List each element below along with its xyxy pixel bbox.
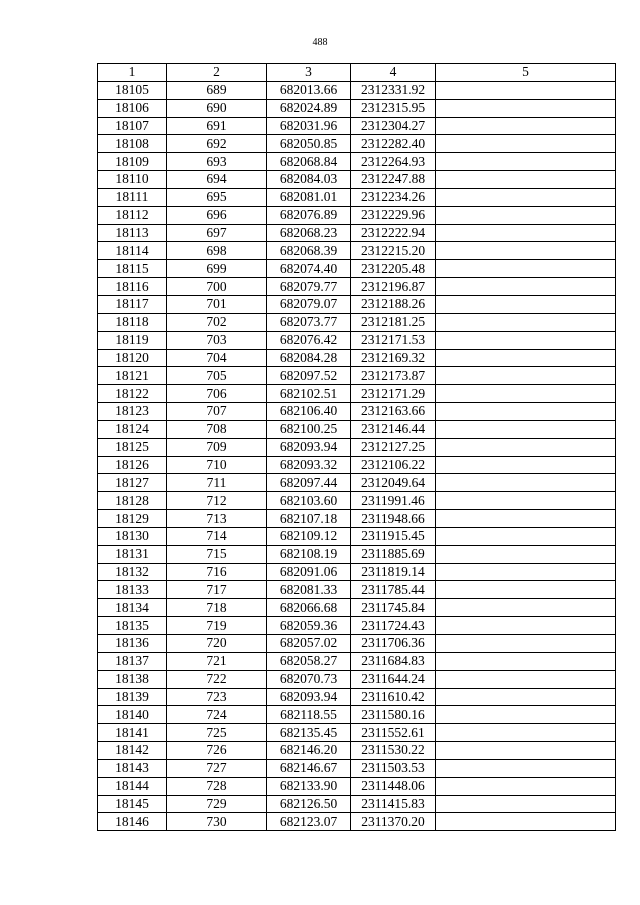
table-cell-col-2: 706 — [167, 385, 267, 403]
table-row — [98, 242, 616, 260]
table-cell-col-1: 18122 — [98, 385, 167, 403]
table-cell-col-3: 682097.52 — [267, 367, 351, 385]
table-cell-col-2: 699 — [167, 260, 267, 278]
table-cell-col-3: 682126.50 — [267, 795, 351, 813]
table-cell-col-3: 682100.25 — [267, 420, 351, 438]
table-row — [98, 706, 616, 724]
table-cell-col-2: 721 — [167, 652, 267, 670]
table-cell-col-5 — [436, 349, 616, 367]
table-cell-col-2: 717 — [167, 581, 267, 599]
table-row — [98, 135, 616, 153]
table-cell-col-2: 700 — [167, 278, 267, 296]
table-row — [98, 456, 616, 474]
table-row — [98, 260, 616, 278]
table-cell-col-4: 2311415.83 — [351, 795, 436, 813]
table-cell-col-3: 682059.36 — [267, 617, 351, 635]
table-cell-col-3: 682109.12 — [267, 527, 351, 545]
table-cell-col-3: 682076.89 — [267, 206, 351, 224]
table-row — [98, 742, 616, 760]
table-cell-col-5 — [436, 438, 616, 456]
table-cell-col-5 — [436, 492, 616, 510]
table-cell-col-2: 729 — [167, 795, 267, 813]
table-cell-col-4: 2312106.22 — [351, 456, 436, 474]
table-row — [98, 510, 616, 528]
table-cell-col-3: 682102.51 — [267, 385, 351, 403]
table-cell-col-2: 726 — [167, 742, 267, 760]
table-cell-col-5 — [436, 795, 616, 813]
table-cell-col-4: 2311448.06 — [351, 777, 436, 795]
table-cell-col-1: 18141 — [98, 724, 167, 742]
table-cell-col-1: 18130 — [98, 527, 167, 545]
table-cell-col-4: 2312127.25 — [351, 438, 436, 456]
table-cell-col-1: 18134 — [98, 599, 167, 617]
table-cell-col-4: 2312215.20 — [351, 242, 436, 260]
table-cell-col-1: 18143 — [98, 759, 167, 777]
column-header-1: 1 — [98, 64, 167, 82]
table-header — [98, 64, 616, 82]
column-header-4: 4 — [351, 64, 436, 82]
table-cell-col-4: 2311610.42 — [351, 688, 436, 706]
table-cell-col-2: 712 — [167, 492, 267, 510]
table-cell-col-1: 18138 — [98, 670, 167, 688]
table-cell-col-5 — [436, 99, 616, 117]
table-cell-col-1: 18121 — [98, 367, 167, 385]
table-cell-col-3: 682079.77 — [267, 278, 351, 296]
table-cell-col-4: 2311530.22 — [351, 742, 436, 760]
table-cell-col-5 — [436, 545, 616, 563]
table-cell-col-3: 682024.89 — [267, 99, 351, 117]
table-cell-col-2: 691 — [167, 117, 267, 135]
table-cell-col-3: 682074.40 — [267, 260, 351, 278]
table-cell-col-4: 2312331.92 — [351, 81, 436, 99]
table-cell-col-2: 690 — [167, 99, 267, 117]
table-cell-col-1: 18116 — [98, 278, 167, 296]
table-cell-col-2: 719 — [167, 617, 267, 635]
table-cell-col-1: 18105 — [98, 81, 167, 99]
table-cell-col-3: 682081.01 — [267, 188, 351, 206]
table-cell-col-5 — [436, 385, 616, 403]
table-cell-col-3: 682093.94 — [267, 688, 351, 706]
table-cell-col-3: 682084.03 — [267, 171, 351, 189]
table-cell-col-1: 18110 — [98, 171, 167, 189]
table-cell-col-3: 682031.96 — [267, 117, 351, 135]
table-cell-col-3: 682108.19 — [267, 545, 351, 563]
table-cell-col-1: 18120 — [98, 349, 167, 367]
table-cell-col-3: 682050.85 — [267, 135, 351, 153]
table-cell-col-2: 724 — [167, 706, 267, 724]
table-row — [98, 349, 616, 367]
table-cell-col-4: 2311503.53 — [351, 759, 436, 777]
table-cell-col-1: 18125 — [98, 438, 167, 456]
table-cell-col-2: 714 — [167, 527, 267, 545]
table-cell-col-4: 2312163.66 — [351, 403, 436, 421]
table-cell-col-1: 18145 — [98, 795, 167, 813]
table-cell-col-4: 2312222.94 — [351, 224, 436, 242]
table-cell-col-5 — [436, 260, 616, 278]
table-cell-col-5 — [436, 224, 616, 242]
table-cell-col-4: 2311991.46 — [351, 492, 436, 510]
table-cell-col-5 — [436, 599, 616, 617]
table-cell-col-4: 2311684.83 — [351, 652, 436, 670]
table-cell-col-5 — [436, 670, 616, 688]
table-cell-col-3: 682106.40 — [267, 403, 351, 421]
table-cell-col-5 — [436, 331, 616, 349]
table-cell-col-1: 18142 — [98, 742, 167, 760]
table-cell-col-3: 682097.44 — [267, 474, 351, 492]
table-cell-col-2: 702 — [167, 313, 267, 331]
table-cell-col-3: 682084.28 — [267, 349, 351, 367]
table-cell-col-2: 722 — [167, 670, 267, 688]
table-cell-col-1: 18135 — [98, 617, 167, 635]
table-cell-col-2: 713 — [167, 510, 267, 528]
table-cell-col-4: 2312146.44 — [351, 420, 436, 438]
table-cell-col-5 — [436, 420, 616, 438]
table-cell-col-3: 682093.32 — [267, 456, 351, 474]
table-cell-col-5 — [436, 135, 616, 153]
table-cell-col-3: 682081.33 — [267, 581, 351, 599]
table-row — [98, 813, 616, 831]
table-cell-col-2: 703 — [167, 331, 267, 349]
table-cell-col-1: 18127 — [98, 474, 167, 492]
table-cell-col-3: 682068.39 — [267, 242, 351, 260]
table-cell-col-3: 682118.55 — [267, 706, 351, 724]
table-cell-col-2: 693 — [167, 153, 267, 171]
table-body — [98, 81, 616, 830]
table-cell-col-5 — [436, 367, 616, 385]
table-cell-col-5 — [436, 527, 616, 545]
table-cell-col-2: 709 — [167, 438, 267, 456]
table-row — [98, 617, 616, 635]
table-cell-col-2: 704 — [167, 349, 267, 367]
table-cell-col-4: 2312173.87 — [351, 367, 436, 385]
table-cell-col-2: 715 — [167, 545, 267, 563]
table-cell-col-4: 2312205.48 — [351, 260, 436, 278]
column-header-5: 5 — [436, 64, 616, 82]
table-row — [98, 278, 616, 296]
table-cell-col-5 — [436, 81, 616, 99]
table-cell-col-5 — [436, 759, 616, 777]
table-cell-col-5 — [436, 742, 616, 760]
table-row — [98, 403, 616, 421]
header-row — [98, 64, 616, 82]
table-cell-col-3: 682103.60 — [267, 492, 351, 510]
table-cell-col-4: 2312181.25 — [351, 313, 436, 331]
table-row — [98, 117, 616, 135]
table-cell-col-4: 2311706.36 — [351, 635, 436, 653]
table-cell-col-4: 2312247.88 — [351, 171, 436, 189]
table-cell-col-4: 2312188.26 — [351, 295, 436, 313]
table-cell-col-4: 2312304.27 — [351, 117, 436, 135]
table-cell-col-1: 18118 — [98, 313, 167, 331]
table-row — [98, 599, 616, 617]
table-cell-col-1: 18114 — [98, 242, 167, 260]
page-number: 488 — [312, 37, 328, 48]
table-cell-col-2: 698 — [167, 242, 267, 260]
table-row — [98, 688, 616, 706]
table-cell-col-2: 725 — [167, 724, 267, 742]
table-cell-col-1: 18106 — [98, 99, 167, 117]
table-cell-col-2: 689 — [167, 81, 267, 99]
table-cell-col-5 — [436, 171, 616, 189]
table-row — [98, 188, 616, 206]
table-row — [98, 438, 616, 456]
table-row — [98, 670, 616, 688]
table-cell-col-2: 711 — [167, 474, 267, 492]
table-cell-col-3: 682091.06 — [267, 563, 351, 581]
table-cell-col-5 — [436, 403, 616, 421]
table-cell-col-5 — [436, 510, 616, 528]
table-cell-col-3: 682068.23 — [267, 224, 351, 242]
table-row — [98, 81, 616, 99]
table-row — [98, 171, 616, 189]
table-cell-col-4: 2311552.61 — [351, 724, 436, 742]
table-row — [98, 545, 616, 563]
table-cell-col-3: 682146.20 — [267, 742, 351, 760]
table-row — [98, 206, 616, 224]
table-cell-col-2: 728 — [167, 777, 267, 795]
table-cell-col-2: 705 — [167, 367, 267, 385]
table-cell-col-2: 697 — [167, 224, 267, 242]
table-cell-col-2: 694 — [167, 171, 267, 189]
table-cell-col-5 — [436, 188, 616, 206]
table-cell-col-4: 2312264.93 — [351, 153, 436, 171]
table-cell-col-5 — [436, 724, 616, 742]
table-cell-col-5 — [436, 706, 616, 724]
table-cell-col-3: 682133.90 — [267, 777, 351, 795]
table-cell-col-1: 18123 — [98, 403, 167, 421]
table-cell-col-3: 682146.67 — [267, 759, 351, 777]
table-cell-col-4: 2311819.14 — [351, 563, 436, 581]
table-cell-col-2: 692 — [167, 135, 267, 153]
table-cell-col-3: 682073.77 — [267, 313, 351, 331]
table-row — [98, 795, 616, 813]
table-row — [98, 777, 616, 795]
table-row — [98, 652, 616, 670]
table-cell-col-1: 18111 — [98, 188, 167, 206]
table-row — [98, 581, 616, 599]
table-cell-col-1: 18139 — [98, 688, 167, 706]
table-cell-col-4: 2312282.40 — [351, 135, 436, 153]
table-cell-col-2: 730 — [167, 813, 267, 831]
table-cell-col-4: 2312049.64 — [351, 474, 436, 492]
table-cell-col-5 — [436, 813, 616, 831]
table-row — [98, 331, 616, 349]
table-cell-col-5 — [436, 563, 616, 581]
table-cell-col-2: 716 — [167, 563, 267, 581]
table-row — [98, 385, 616, 403]
table-cell-col-2: 718 — [167, 599, 267, 617]
table-row — [98, 313, 616, 331]
table-cell-col-3: 682079.07 — [267, 295, 351, 313]
table-row — [98, 295, 616, 313]
table-cell-col-5 — [436, 581, 616, 599]
table-cell-col-5 — [436, 206, 616, 224]
table-row — [98, 153, 616, 171]
table-cell-col-1: 18117 — [98, 295, 167, 313]
table-cell-col-1: 18137 — [98, 652, 167, 670]
table-cell-col-3: 682066.68 — [267, 599, 351, 617]
table-cell-col-3: 682093.94 — [267, 438, 351, 456]
table-cell-col-4: 2312171.53 — [351, 331, 436, 349]
table-cell-col-5 — [436, 278, 616, 296]
table-cell-col-3: 682068.84 — [267, 153, 351, 171]
table-cell-col-2: 701 — [167, 295, 267, 313]
table-cell-col-5 — [436, 456, 616, 474]
table-cell-col-1: 18107 — [98, 117, 167, 135]
table-cell-col-4: 2312171.29 — [351, 385, 436, 403]
table-cell-col-4: 2311785.44 — [351, 581, 436, 599]
table-cell-col-2: 696 — [167, 206, 267, 224]
table-cell-col-4: 2311915.45 — [351, 527, 436, 545]
table-cell-col-3: 682076.42 — [267, 331, 351, 349]
table-row — [98, 759, 616, 777]
table-cell-col-1: 18129 — [98, 510, 167, 528]
table-cell-col-1: 18119 — [98, 331, 167, 349]
table-row — [98, 563, 616, 581]
table-cell-col-5 — [436, 313, 616, 331]
table-cell-col-2: 695 — [167, 188, 267, 206]
table-row — [98, 492, 616, 510]
table-cell-col-4: 2311644.24 — [351, 670, 436, 688]
table-cell-col-2: 727 — [167, 759, 267, 777]
table-cell-col-5 — [436, 688, 616, 706]
table-cell-col-1: 18144 — [98, 777, 167, 795]
table-row — [98, 224, 616, 242]
table-cell-col-4: 2311724.43 — [351, 617, 436, 635]
table-cell-col-4: 2311885.69 — [351, 545, 436, 563]
table-cell-col-4: 2312169.32 — [351, 349, 436, 367]
table-cell-col-1: 18112 — [98, 206, 167, 224]
table-cell-col-5 — [436, 117, 616, 135]
table-cell-col-4: 2311370.20 — [351, 813, 436, 831]
table-cell-col-2: 720 — [167, 635, 267, 653]
table-cell-col-2: 707 — [167, 403, 267, 421]
table-cell-col-2: 710 — [167, 456, 267, 474]
table-cell-col-1: 18133 — [98, 581, 167, 599]
table-cell-col-1: 18126 — [98, 456, 167, 474]
table-cell-col-5 — [436, 617, 616, 635]
table-cell-col-4: 2312229.96 — [351, 206, 436, 224]
table-cell-col-2: 723 — [167, 688, 267, 706]
table-row — [98, 367, 616, 385]
table-cell-col-3: 682013.66 — [267, 81, 351, 99]
table-cell-col-4: 2311948.66 — [351, 510, 436, 528]
table-cell-col-4: 2312234.26 — [351, 188, 436, 206]
table-cell-col-1: 18124 — [98, 420, 167, 438]
table-cell-col-1: 18136 — [98, 635, 167, 653]
table-cell-col-5 — [436, 474, 616, 492]
coordinates-table — [97, 63, 616, 831]
table-cell-col-4: 2311745.84 — [351, 599, 436, 617]
table-cell-col-1: 18146 — [98, 813, 167, 831]
table-cell-col-5 — [436, 153, 616, 171]
table-cell-col-1: 18108 — [98, 135, 167, 153]
table-cell-col-4: 2312315.95 — [351, 99, 436, 117]
table-cell-col-3: 682123.07 — [267, 813, 351, 831]
table-cell-col-3: 682070.73 — [267, 670, 351, 688]
table-cell-col-1: 18113 — [98, 224, 167, 242]
table-cell-col-2: 708 — [167, 420, 267, 438]
table-cell-col-1: 18115 — [98, 260, 167, 278]
table-cell-col-1: 18140 — [98, 706, 167, 724]
table-cell-col-5 — [436, 295, 616, 313]
table-cell-col-4: 2312196.87 — [351, 278, 436, 296]
table-cell-col-1: 18128 — [98, 492, 167, 510]
table-cell-col-3: 682135.45 — [267, 724, 351, 742]
table-cell-col-1: 18109 — [98, 153, 167, 171]
table-row — [98, 474, 616, 492]
table-cell-col-5 — [436, 635, 616, 653]
table-cell-col-3: 682057.02 — [267, 635, 351, 653]
table-row — [98, 99, 616, 117]
table-cell-col-3: 682107.18 — [267, 510, 351, 528]
table-cell-col-5 — [436, 242, 616, 260]
column-header-2: 2 — [167, 64, 267, 82]
table-cell-col-5 — [436, 652, 616, 670]
table-row — [98, 635, 616, 653]
column-header-3: 3 — [267, 64, 351, 82]
table-cell-col-1: 18132 — [98, 563, 167, 581]
table-cell-col-3: 682058.27 — [267, 652, 351, 670]
table-cell-col-4: 2311580.16 — [351, 706, 436, 724]
table-row — [98, 420, 616, 438]
table-row — [98, 527, 616, 545]
table-cell-col-1: 18131 — [98, 545, 167, 563]
table-cell-col-5 — [436, 777, 616, 795]
table-row — [98, 724, 616, 742]
